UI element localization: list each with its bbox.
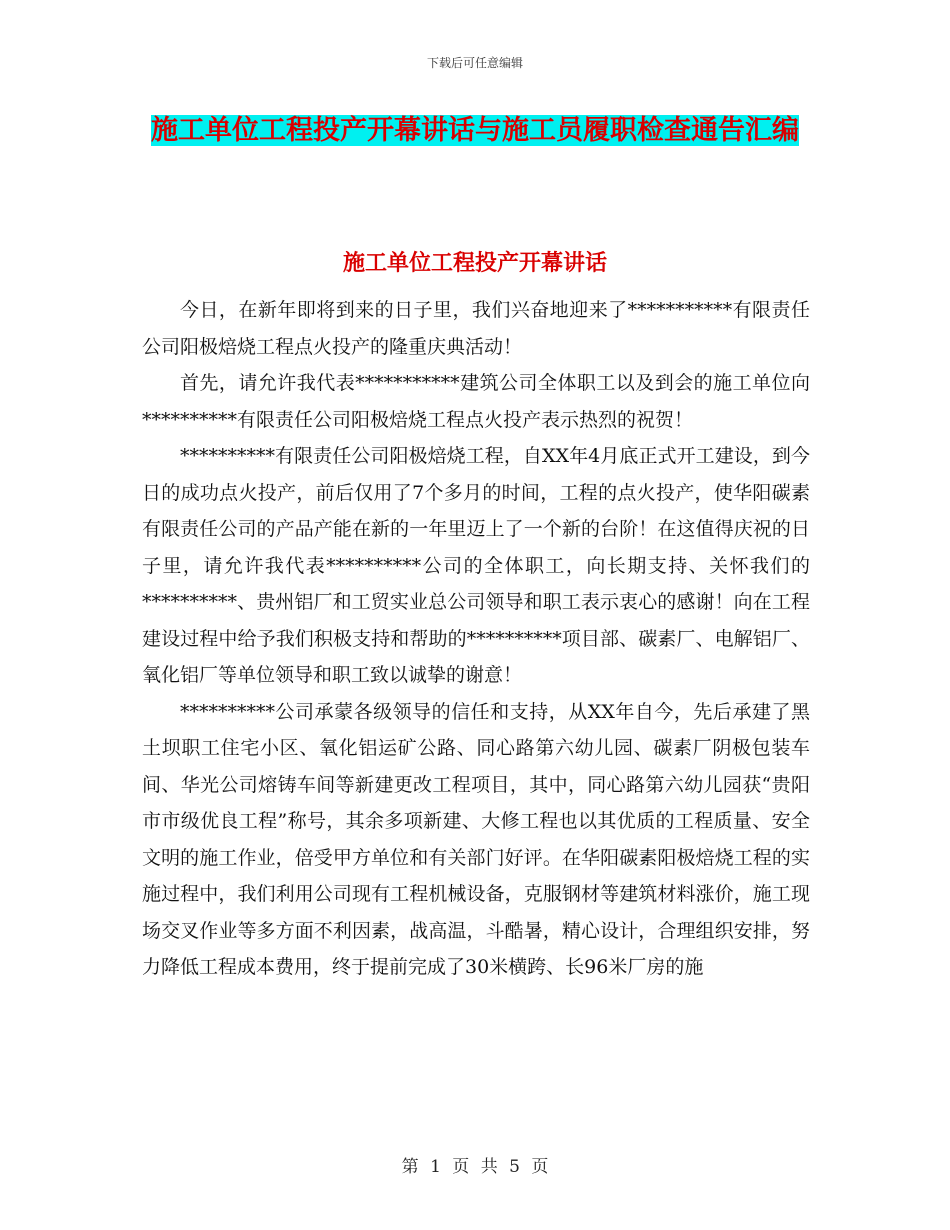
document-title (150, 108, 800, 154)
paragraph: 今日，在新年即将到来的日子里，我们兴奋地迎来了***********有限责任公司阳极焙烧工程点火投产的隆重庆典活动！ (142, 299, 810, 358)
section-title: 施工单位工程投产开幕讲话 (342, 251, 607, 276)
page-header-note: 下载后可任意编辑 (426, 56, 523, 70)
body-text (142, 292, 810, 986)
page-footer: 第 1 页 共 5 页 (401, 1157, 549, 1177)
paragraph: **********公司承蒙各级领导的信任和支持，从XX年自今，先后承建了黑土坝职工住宅小区、氧化铝运矿公路、同心路第六幼儿园、碳素厂阴极包装车间、华光公司熔铸车间等新建更改工程项目，其中，同心路第六幼儿园获“贵阳市市级优良工程”称号，其余多项新建、大修工程也以其优质的工程质量、安全文明的施工作业，倍受甲方单位和有关部门好评。在华阳碳素阳极焙烧工程的实施过程中，我们利用公司现有工程机械设备，克服钢材等建筑材料涨价，施工现场交叉作业等多方面不利因素，战高温，斗酷暑，精心设计，合理组织安排，努力降低工程成本费用，终于提前完成了30米横跨、长96米厂房的施 (142, 700, 810, 978)
document-title-text: 施工单位工程投产开幕讲话与施工员履职检查通告汇编 (151, 115, 799, 146)
paragraph: 首先，请允许我代表***********建筑公司全体职工以及到会的施工单位向**********有限责任公司阳极焙烧工程点火投产表示热烈的祝贺！ (142, 372, 810, 431)
paragraph: **********有限责任公司阳极焙烧工程，自XX年4月底正式开工建设，到今日的成功点火投产，前后仅用了7个多月的时间，工程的点火投产，使华阳碳素有限责任公司的产品产能在新的一年里迈上了一个新的台阶！在这值得庆祝的日子里，请允许我代表**********公司的全体职工，向长期支持、关怀我们的**********、贵州铝厂和工贸实业总公司领导和职工表示衷心的感谢！向在工程建设过程中给予我们积极支持和帮助的**********项目部、碳素厂、电解铝厂、氧化铝厂等单位领导和职工致以诚挚的谢意！ (142, 445, 810, 686)
